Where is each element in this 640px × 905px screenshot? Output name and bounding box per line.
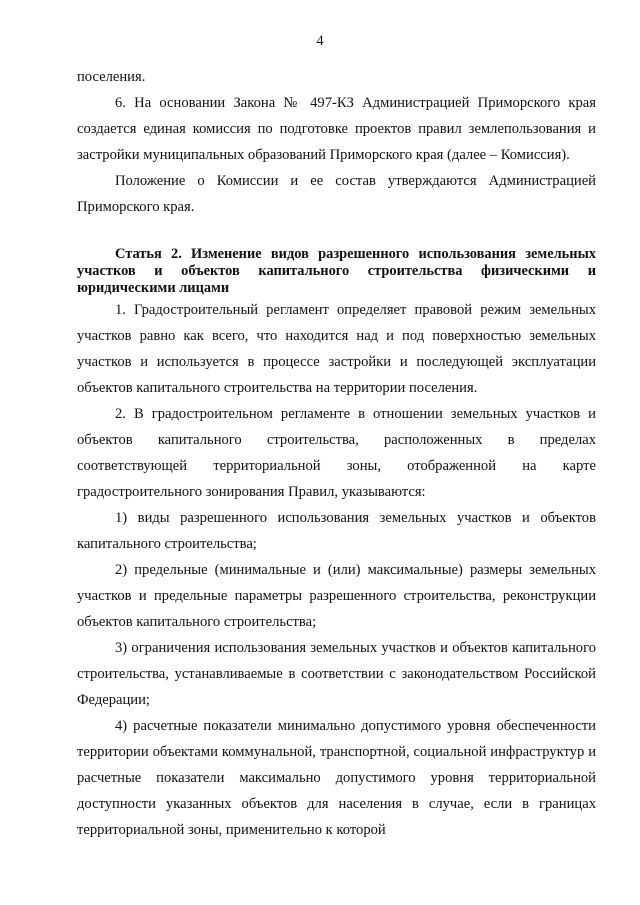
list-item-2: 2) предельные (минимальные и (или) максимальные) размеры земельных участков и предельные параметры разрешенного строительства, реконструкции объектов капитального строительства; — [77, 562, 596, 630]
list-item-1: 1) виды разрешенного использования земельных участков и объектов капитального строительства; — [77, 510, 596, 552]
paragraph-item-6: 6. На основании Закона № 497-КЗ Администрацией Приморского края создается единая комиссия по подготовке проектов правил землепользования и застройки муниципальных образований Приморского края (далее – Комиссия). — [77, 95, 596, 163]
list-item-3: 3) ограничения использования земельных участков и объектов капитального строительства, устанавливаемые в соответствии с законодательством Российской Федерации; — [77, 640, 596, 708]
paragraph-commission-regulation: Положение о Комиссии и ее состав утверждаются Администрацией Приморского края. — [77, 173, 596, 215]
paragraph-continuation: поселения. — [77, 69, 146, 85]
page-number: 4 — [316, 33, 324, 49]
article-2-heading: Статья 2. Изменение видов разрешенного использования земельных участков и объектов капитального строительства физическими и юридическими лицами — [77, 246, 596, 296]
paragraph-article-2-item-1: 1. Градостроительный регламент определяет правовой режим земельных участков равно как всего, что находится над и под поверхностью земельных участков и используется в процессе застройки и последующей эксплуатации объектов капитального строительства на территории поселения. — [77, 302, 596, 396]
document-body — [77, 64, 596, 843]
list-item-4: 4) расчетные показатели минимально допустимого уровня обеспеченности территории объектами коммунальной, транспортной, социальной инфраструктур и расчетные показатели максимально допустимого уровня территориальной доступности указанных объектов для населения в случае, если в границах территориальной зоны, применительно к которой — [77, 718, 596, 838]
paragraph-article-2-item-2: 2. В градостроительном регламенте в отношении земельных участков и объектов капитального строительства, расположенных в пределах соответствующей территориальной зоны, отображенной на карте градостроительного зонирования Правил, указываются: — [77, 406, 596, 500]
